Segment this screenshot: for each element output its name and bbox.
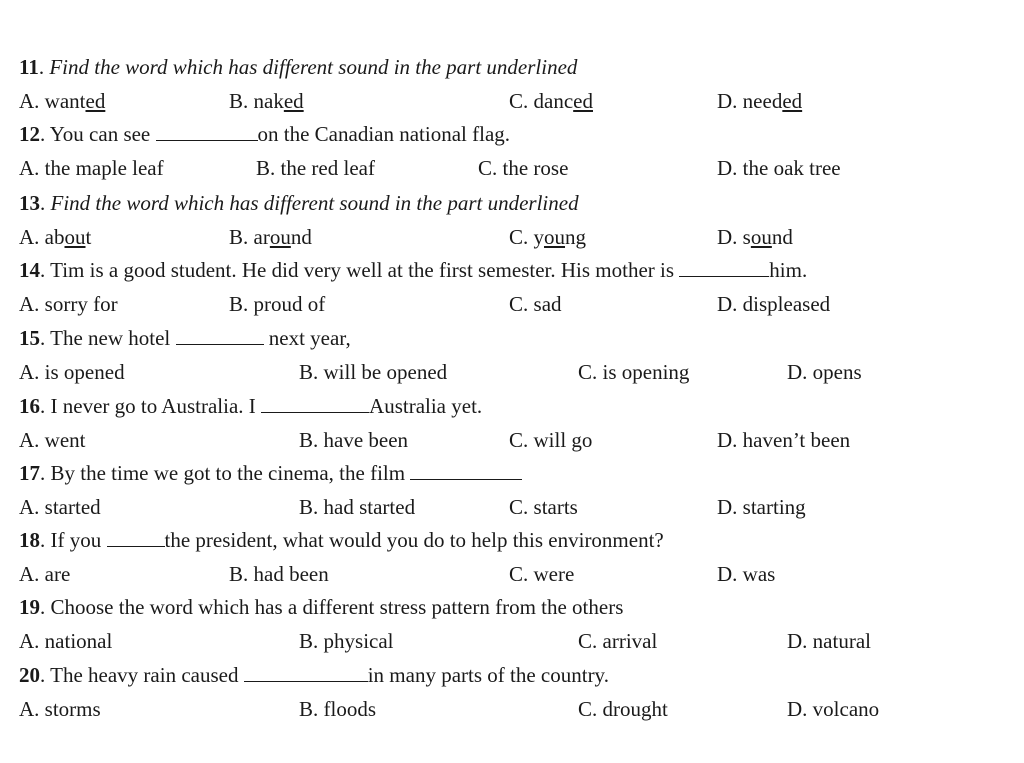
underlined-part: ed: [283, 89, 304, 113]
option-d[interactable]: D. displeased: [717, 292, 831, 316]
underlined-part: ou: [750, 225, 772, 249]
option-c[interactable]: C. were: [509, 562, 575, 586]
question-20-options: [0, 694, 1024, 724]
answer-blank[interactable]: [679, 255, 769, 277]
question-14: [0, 255, 1024, 285]
option-b[interactable]: B. have been: [299, 428, 409, 452]
question-20: [0, 660, 1024, 690]
question-14-stem: 14. Tim is a good student. He did very well at the first semester. His mother is him.: [19, 255, 807, 285]
option-b[interactable]: B. had started: [299, 495, 416, 519]
option-a[interactable]: A. is opened: [19, 360, 125, 384]
option-c[interactable]: C. danced: [509, 89, 593, 113]
underlined-part: ou: [64, 225, 86, 249]
option-b[interactable]: B. naked: [229, 89, 304, 113]
question-17: [0, 458, 1024, 488]
underlined-part: ou: [544, 225, 566, 249]
underlined-part: ed: [85, 89, 106, 113]
answer-blank[interactable]: [107, 525, 165, 547]
underlined-part: ed: [573, 89, 593, 113]
option-d[interactable]: D. starting: [717, 495, 806, 519]
question-11-stem: 11. Find the word which has different sound in the part underlined: [19, 55, 578, 79]
option-d[interactable]: D. was: [717, 562, 776, 586]
option-d[interactable]: D. needed: [717, 89, 803, 113]
question-text: Find the word which has different sound in the part underlined: [50, 191, 579, 215]
answer-blank[interactable]: [261, 391, 369, 413]
question-15-stem: 15. The new hotel next year,: [19, 323, 351, 353]
question-number: 12: [19, 122, 40, 146]
question-17-options: [0, 492, 1024, 522]
option-d[interactable]: D. the oak tree: [717, 156, 841, 180]
option-a[interactable]: A. storms: [19, 697, 101, 721]
question-11-options: [0, 86, 1024, 116]
option-a[interactable]: A. started: [19, 495, 101, 519]
option-a[interactable]: A. are: [19, 562, 71, 586]
underlined-part: ed: [782, 89, 803, 113]
question-number: 20: [19, 663, 40, 687]
question-19-options: [0, 626, 1024, 656]
option-b[interactable]: B. will be opened: [299, 360, 448, 384]
question-17-stem: 17. By the time we got to the cinema, the film: [19, 458, 522, 488]
answer-blank[interactable]: [156, 119, 258, 141]
question-19: [0, 592, 1024, 622]
option-b[interactable]: B. physical: [299, 629, 394, 653]
question-14-options: [0, 289, 1024, 319]
option-c[interactable]: C. drought: [578, 697, 668, 721]
option-c[interactable]: C. young: [509, 225, 587, 249]
underlined-part: ou: [269, 225, 291, 249]
option-b[interactable]: B. had been: [229, 562, 329, 586]
question-number: 14: [19, 258, 40, 282]
option-a[interactable]: A. sorry for: [19, 292, 118, 316]
question-13: [0, 188, 1024, 218]
question-number: 18: [19, 528, 40, 552]
option-d[interactable]: D. sound: [717, 225, 793, 249]
option-b[interactable]: B. around: [229, 225, 312, 249]
option-b[interactable]: B. floods: [299, 697, 377, 721]
question-12: [0, 119, 1024, 149]
question-18-stem: 18. If you the president, what would you do to help this environment?: [19, 525, 664, 555]
question-16-stem: 16. I never go to Australia. I Australia yet.: [19, 391, 482, 421]
option-b[interactable]: B. proud of: [229, 292, 326, 316]
question-15-options: [0, 357, 1024, 387]
question-number: 11: [19, 55, 39, 79]
option-c[interactable]: C. starts: [509, 495, 578, 519]
question-15: [0, 323, 1024, 353]
option-c[interactable]: C. the rose: [478, 156, 569, 180]
question-number: 17: [19, 461, 40, 485]
option-c[interactable]: C. arrival: [578, 629, 658, 653]
question-number: 15: [19, 326, 40, 350]
answer-blank[interactable]: [244, 660, 368, 682]
question-text: Find the word which has different sound in the part underlined: [49, 55, 578, 79]
question-number: 16: [19, 394, 40, 418]
option-b[interactable]: B. the red leaf: [256, 156, 375, 180]
option-c[interactable]: C. is opening: [578, 360, 690, 384]
option-a[interactable]: A. the maple leaf: [19, 156, 164, 180]
question-16-options: [0, 425, 1024, 455]
option-a[interactable]: A. national: [19, 629, 113, 653]
question-12-options: [0, 153, 1024, 183]
option-c[interactable]: C. will go: [509, 428, 593, 452]
question-13-options: [0, 222, 1024, 252]
answer-blank[interactable]: [410, 458, 522, 480]
question-20-stem: 20. The heavy rain caused in many parts of the country.: [19, 660, 609, 690]
question-18-options: [0, 559, 1024, 589]
option-a[interactable]: A. went: [19, 428, 86, 452]
option-a[interactable]: A. wanted: [19, 89, 106, 113]
option-d[interactable]: D. natural: [787, 629, 871, 653]
question-19-stem: 19. Choose the word which has a different stress pattern from the others: [19, 595, 624, 619]
question-number: 13: [19, 191, 40, 215]
question-number: 19: [19, 595, 40, 619]
question-18: [0, 525, 1024, 555]
option-d[interactable]: D. haven’t been: [717, 428, 851, 452]
option-d[interactable]: D. volcano: [787, 697, 880, 721]
question-16: [0, 391, 1024, 421]
question-12-stem: 12. You can see on the Canadian national flag.: [19, 119, 510, 149]
question-13-stem: 13. Find the word which has different sound in the part underlined: [19, 191, 579, 215]
option-a[interactable]: A. about: [19, 225, 92, 249]
question-11: [0, 52, 1024, 82]
option-c[interactable]: C. sad: [509, 292, 562, 316]
option-d[interactable]: D. opens: [787, 360, 862, 384]
answer-blank[interactable]: [176, 323, 264, 345]
